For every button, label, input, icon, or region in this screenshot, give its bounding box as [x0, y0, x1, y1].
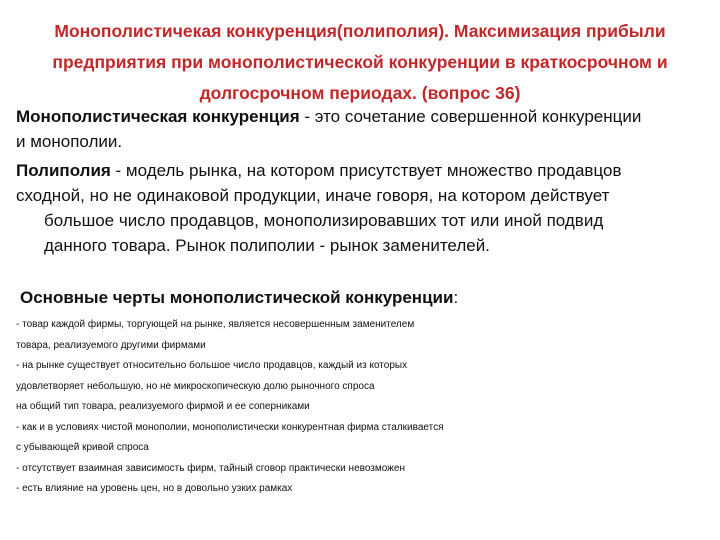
definition-term: Монополистическая конкуренция: [16, 107, 300, 126]
title-line: предприятия при монополистической конкуренции в краткосрочном и: [52, 52, 668, 72]
feature-line: - есть влияние на уровень цен, но в довольно узких рамках: [16, 483, 293, 494]
feature-line: - отсутствует взаимная зависимость фирм, тайный сговор практически невозможен: [16, 462, 405, 474]
features-heading: [20, 288, 458, 308]
definition-monopolistic-competition: [16, 104, 706, 154]
definition-line: большое число продавцов, монополизировавших тот или иной подвид: [44, 211, 604, 230]
feature-line: - как и в условиях чистой монополии, монополистически конкурентная фирма сталкивается: [16, 421, 444, 433]
definition-line: данного товара. Рынок полиполии - рынок заменителей.: [44, 236, 490, 255]
definition-line: [16, 158, 706, 183]
definition-polypoly: [16, 158, 706, 258]
feature-line: - товар каждой фирмы, торгующей на рынке, является несовершенным заменителем: [16, 319, 415, 330]
slide-title: [20, 16, 700, 109]
definition-line: и монополии.: [16, 132, 123, 151]
title-line: долгосрочном периодах. (вопрос 36): [199, 83, 521, 103]
feature-line: - на рынке существует относительно большое число продавцов, каждый из которых: [16, 360, 408, 371]
definition-text: - это сочетание совершенной конкуренции: [299, 107, 642, 126]
feature-line: удовлетворяет небольшую, но не микроскопическую долю рыночного спроса: [16, 380, 375, 392]
features-list: [16, 315, 706, 500]
title-line: Монополистичекая конкуренция(полиполия). Максимизация прибыли: [54, 21, 666, 41]
definition-text: - модель рынка, на котором присутствует множество продавцов: [110, 161, 622, 180]
feature-line: с убывающей кривой спроса: [16, 442, 149, 453]
definition-line: [16, 104, 706, 129]
features-heading-text: Основные черты монополистической конкуренции: [20, 288, 454, 307]
feature-line: товара, реализуемого другими фирмами: [16, 339, 206, 351]
definition-line: сходной, но не одинаковой продукции, иначе говоря, на котором действует: [16, 186, 610, 205]
features-heading-colon: :: [453, 288, 459, 307]
feature-line: на общий тип товара, реализуемого фирмой и ее соперниками: [16, 401, 310, 412]
definition-term: Полиполия: [16, 161, 111, 180]
